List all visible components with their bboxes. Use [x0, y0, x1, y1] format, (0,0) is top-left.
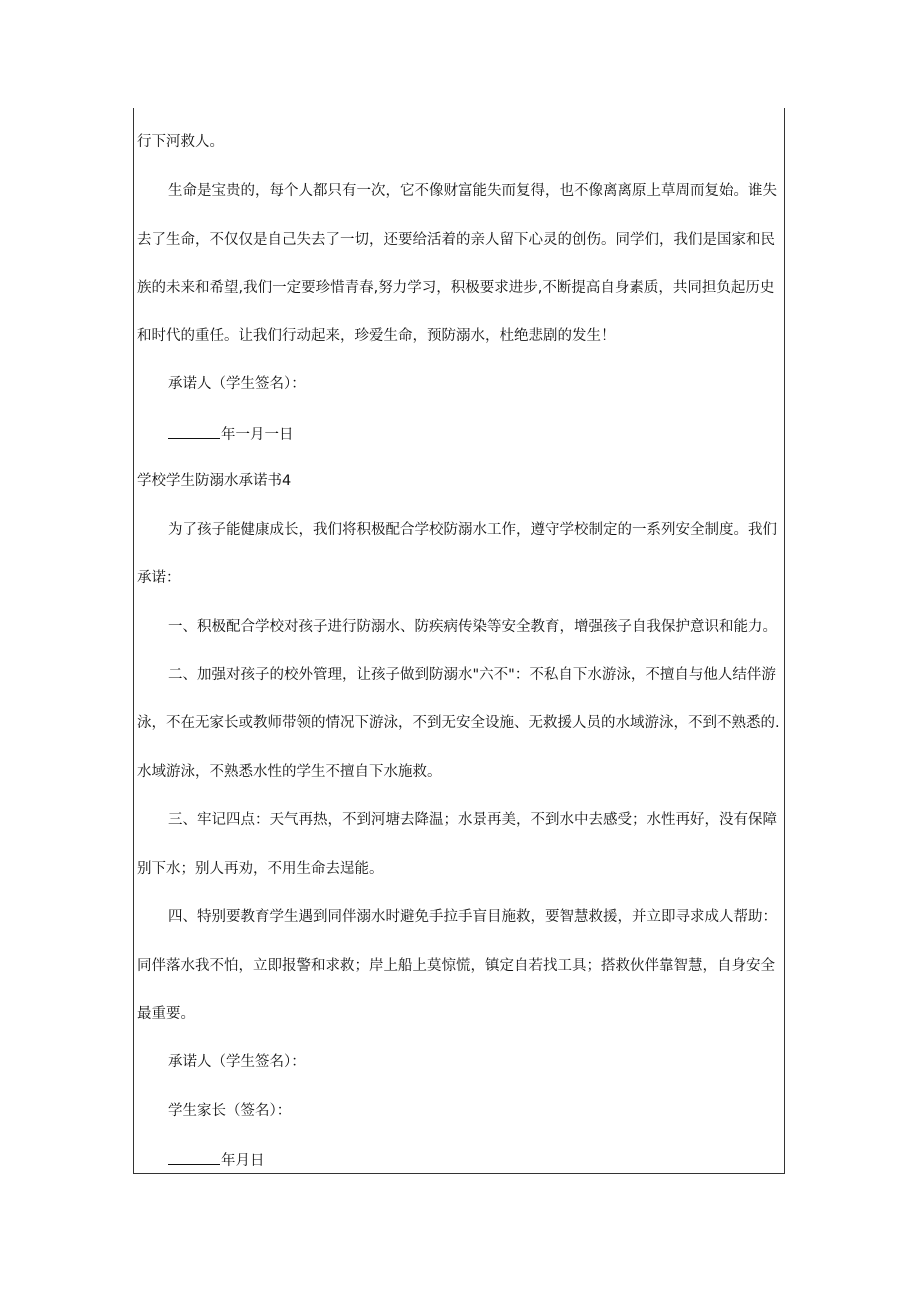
- date-text: 年月日: [221, 1153, 265, 1169]
- paragraph-line: 承诺：: [137, 570, 181, 586]
- paragraph-line: 最重要。: [137, 1006, 195, 1022]
- date-blank: [168, 423, 220, 439]
- paragraph-line: 一、积极配合学校对孩子进行防溺水、防疾病传染等安全教育，增强孩子自我保护意识和能力。: [168, 619, 777, 635]
- paragraph-line: 四、特别要教育学生遇到同伴溺水时避免手拉手盲目施救，要智慧救援，并立即寻求成人帮助：: [168, 909, 777, 925]
- paragraph-line: 行下河救人。: [137, 134, 224, 150]
- date-line: [168, 1149, 783, 1171]
- signature-label: 承诺人（学生签名）：: [168, 1054, 306, 1070]
- parent-signature-label: 学生家长（签名）：: [168, 1103, 292, 1119]
- paragraph-line: 同伴落水我不怕，立即报警和求救；岸上船上莫惊慌，镇定自若找工具；搭救伙伴靠智慧，自身安全: [137, 958, 775, 974]
- paragraph-line: 去了生命，不仅仅是自己失去了一切，还要给活着的亲人留下心灵的创伤。同学们，我们是国家和民: [137, 232, 775, 248]
- paragraph-line: 别下水；别人再劝，不用生命去逞能。: [137, 861, 384, 877]
- paragraph-line: 二、加强对孩子的校外管理，让孩子做到防溺水"六不"：不私自下水游泳，不擅自与他人结伴游: [168, 667, 776, 683]
- paragraph-line: 水域游泳，不熟悉水性的学生不擅自下水施救。: [137, 764, 442, 780]
- date-blank: [168, 1149, 220, 1165]
- paragraph-line: 族的未来和希望,我们一定要珍惜青春,努力学习，积极要求进步,不断提高自身素质，共同担负起历史: [137, 280, 775, 296]
- paragraph-line: 泳，不在无家长或教师带领的情况下游泳，不到无安全设施、无救援人员的水域游泳，不到不熟悉的.: [137, 715, 780, 731]
- date-line: [168, 423, 783, 445]
- date-text: 年一月一日: [221, 427, 294, 443]
- paragraph-line: 三、牢记四点：天气再热，不到河塘去降温；水景再美，不到水中去感受；水性再好，没有保障: [168, 812, 777, 828]
- signature-label: 承诺人（学生签名）：: [168, 376, 306, 392]
- paragraph-line: 为了孩子能健康成长，我们将积极配合学校防溺水工作，遵守学校制定的一系列安全制度。我们: [168, 522, 777, 538]
- section-title: 学校学生防溺水承诺书4: [137, 473, 292, 489]
- paragraph-line: 和时代的重任。让我们行动起来，珍爱生命，预防溺水，杜绝悲剧的发生！: [137, 328, 616, 344]
- paragraph-line: 生命是宝贵的，每个人都只有一次，它不像财富能失而复得，也不像离离原上草周而复始。谁失: [168, 183, 777, 199]
